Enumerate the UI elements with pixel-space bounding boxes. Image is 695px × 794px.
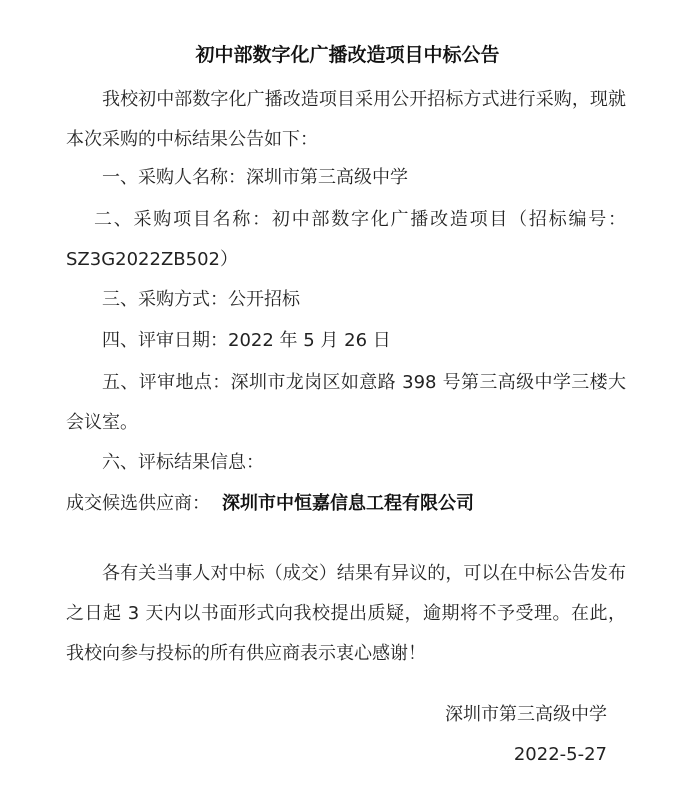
signature: 深圳市第三高级中学 [445, 704, 607, 725]
item-review-date: 四、评审日期：2022 年 5 月 26 日 [102, 330, 391, 351]
document-title: 初中部数字化广播改造项目中标公告 [195, 44, 500, 66]
item-result-info: 六、评标结果信息： [102, 452, 264, 473]
item-procurement-method: 三、采购方式：公开招标 [102, 289, 300, 310]
item-purchaser-name: 一、采购人名称：深圳市第三高级中学 [102, 167, 408, 188]
item-review-location: 五、评审地点：深圳市龙岗区如意路 398 号第三高级中学三楼大会议室。 [66, 372, 626, 433]
supplier-label: 成交候选供应商： [66, 493, 210, 514]
objection-paragraph: 各有关当事人对中标（成交）结果有异议的，可以在中标公告发布之日起 3 天内以书面形式向我校提出质疑，逾期将不予受理。在此，我校向参与投标的所有供应商表示衷心感谢！ [66, 563, 626, 664]
intro-paragraph: 我校初中部数字化广播改造项目采用公开招标方式进行采购，现就本次采购的中标结果公告如下： [66, 89, 626, 150]
item-project-name: 二、采购项目名称：初中部数字化广播改造项目（招标编号：SZ3G2022ZB502） [66, 209, 626, 270]
supplier-value: 深圳市中恒嘉信息工程有限公司 [222, 493, 474, 514]
supplier-line [66, 487, 626, 521]
document-date: 2022-5-27 [513, 744, 607, 765]
